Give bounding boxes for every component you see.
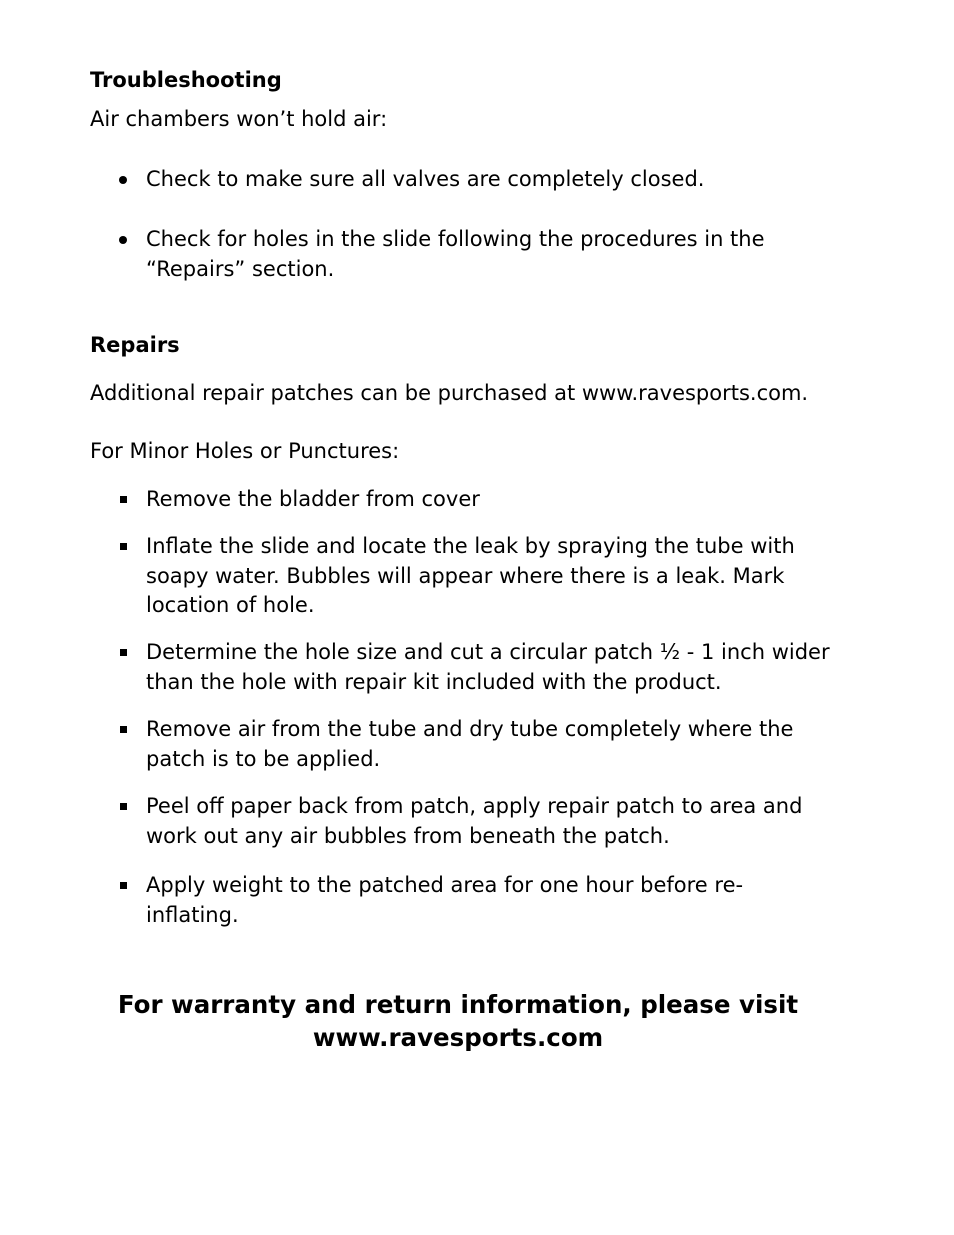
repair-step-text: Remove the bladder from cover xyxy=(146,487,480,511)
warranty-line: For warranty and return information, please visit xyxy=(117,990,799,1019)
repairs-heading: Repairs xyxy=(90,333,180,357)
bullet-square-icon xyxy=(118,532,132,560)
troubleshooting-intro: Air chambers won’t hold air: xyxy=(90,107,388,131)
troubleshooting-heading: Troubleshooting xyxy=(90,68,282,92)
bullet-disc-icon xyxy=(118,225,132,253)
repair-step-text: Remove air from the tube and dry tube completely where the patch is to be applied. xyxy=(146,717,794,771)
bullet-square-icon xyxy=(118,715,132,743)
troubleshooting-item-text: Check for holes in the slide following the procedures in the “Repairs” section. xyxy=(146,227,765,281)
troubleshooting-item-text: Check to make sure all valves are completely closed. xyxy=(146,167,705,191)
bullet-square-icon xyxy=(118,792,132,820)
bullet-disc-icon xyxy=(118,165,132,193)
repair-step-text: Determine the hole size and cut a circular patch ½ - 1 inch wider than the hole with repair kit included with the product. xyxy=(146,640,830,694)
warranty-footer xyxy=(90,988,826,1054)
bullet-square-icon xyxy=(118,638,132,666)
repair-step-text: Apply weight to the patched area for one hour before re-inflating. xyxy=(146,873,744,927)
repairs-minor-intro: For Minor Holes or Punctures: xyxy=(90,439,400,463)
repair-step-text: Peel off paper back from patch, apply repair patch to area and work out any air bubbles from beneath the patch. xyxy=(146,794,803,848)
repair-step-text: Inflate the slide and locate the leak by spraying the tube with soapy water. Bubbles will appear where there is a leak. Mark location of hole. xyxy=(146,534,795,617)
repairs-purchase-note: Additional repair patches can be purchased at www.ravesports.com. xyxy=(90,381,809,405)
bullet-square-icon xyxy=(118,871,132,899)
warranty-url: www.ravesports.com xyxy=(312,1023,604,1052)
bullet-square-icon xyxy=(118,485,132,513)
